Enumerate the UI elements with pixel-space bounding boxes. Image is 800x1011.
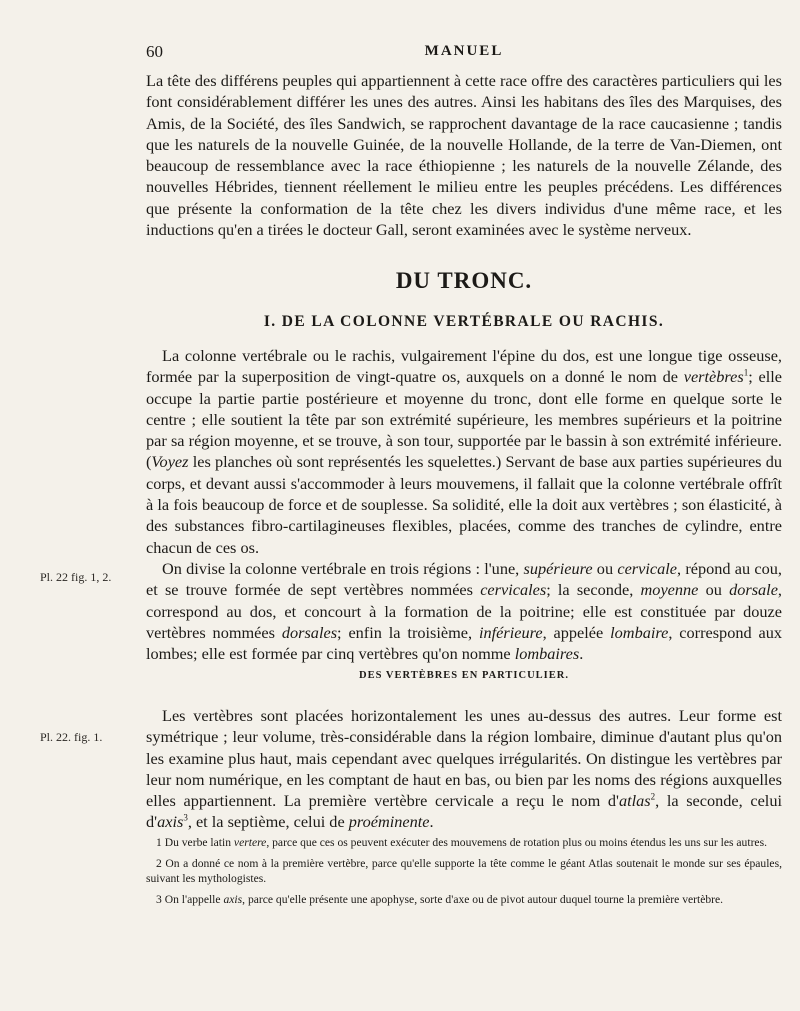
italic-term: cervicales: [480, 580, 547, 600]
text-run: , et la septième, celui de: [187, 812, 349, 832]
intro-paragraph-block: [146, 70, 782, 240]
italic-term: atlas: [618, 791, 651, 811]
italic-term: vertèbres: [683, 367, 744, 387]
footnote-ref: 3: [183, 813, 188, 824]
italic-term: dorsales: [281, 622, 338, 642]
running-head: MANUEL: [424, 43, 504, 59]
italic-term: vertere: [233, 836, 267, 849]
margin-note-plate-ref-2: Pl. 22. fig. 1.: [40, 730, 103, 744]
text-run: , parce que ces os peuvent exécuter des mouvemens de rotation plus ou moins étendus les uns sur les autres.: [266, 836, 767, 849]
text-run: , parce qu'elle présente une apophyse, sorte d'axe ou de pivot autour duquel tourne la première vertèbre.: [242, 892, 724, 906]
colonne-paragraph-2: [146, 558, 782, 664]
text-run: , la seconde, celui d': [146, 791, 782, 832]
text-run: , répond au cou, et se trouve formée de sept vertèbres nommées: [146, 558, 782, 600]
vertebres-text-block: [146, 705, 782, 833]
text-run: 3 On l'appelle: [156, 892, 224, 906]
footnotes: [146, 835, 782, 912]
text-run: ou: [698, 580, 730, 600]
section-subtitle: I. DE LA COLONNE VERTÉBRALE OU RACHIS.: [263, 313, 665, 330]
footnote-3: [146, 892, 782, 908]
italic-term: lombaires: [514, 644, 580, 664]
intro-paragraph: La tête des différens peuples qui appartiennent à cette race offre des caractères particuliers qui les font considérablement différer les unes des autres. Ainsi les habitans des îles des Marquises, des Amis, de la Société, des îles Sandwich, se rapprochent davantage de la race caucasienne ; tandis que les naturels de la nouvelle Guinée, de la nouvelle Hollande, de la terre de Van-Diemen, ont beaucoup de ressemblance avec la race éthiopienne ; les naturels de la nouvelle Zélande, des nouvelles Hébrides, tiennent réellement le milieu entre les peuples précédens. Les différences que présente la conformation de la tête chez les divers individus d'une même race, et les inductions qu'en a tirées le docteur Gall, seront examinées avec le système nerveux.: [146, 71, 782, 240]
italic-term: lombaire: [610, 622, 669, 642]
italic-term: dorsale: [729, 580, 778, 600]
text-run: ; enfin la troisième,: [337, 622, 479, 642]
italic-term: Voyez: [151, 452, 189, 472]
vertebres-paragraph: [146, 705, 782, 833]
text-run: .: [429, 812, 434, 832]
text-run: les planches où sont représentés les squelettes.) Servant de base aux parties supérieures du corps, et devant aussi s'accommoder à leurs mouvemens, il fallait que la colonne vertébrale offrît à la fois beaucoup de force et de souplesse. Sa solidité, elle la doit aux vertèbres ; son élasticité, à des substances fibro-cartilagineuses flexibles, placées, comme des tranches de cylindre, entre chacun de ces os.: [146, 452, 782, 557]
text-run: ou: [592, 558, 618, 578]
margin-note-plate-ref-1: Pl. 22 fig. 1, 2.: [40, 570, 112, 584]
colonne-text-block: [146, 345, 782, 664]
section-title: DU TRONC.: [395, 268, 533, 293]
text-run: .: [579, 644, 584, 664]
italic-term: moyenne: [640, 580, 699, 600]
italic-term: inférieure: [478, 622, 543, 642]
text-run: On divise la colonne vertébrale en trois régions : l'une,: [162, 558, 524, 578]
colonne-paragraph-1: [146, 345, 782, 558]
text-run: , correspond au dos, et concourt à la formation de la poitrine; elle est constituée par douze vertèbres nommées: [146, 580, 782, 642]
italic-term: cervicale: [617, 558, 677, 578]
text-run: , correspond aux lombes; elle est formée par cinq vertèbres qu'on nomme: [146, 622, 783, 664]
footnote-ref: 2: [650, 791, 656, 802]
text-run: 1 Du verbe latin: [156, 836, 234, 849]
text-run: ; la seconde,: [546, 580, 641, 600]
italic-term: supérieure: [523, 558, 593, 578]
page-header: [146, 42, 782, 66]
text-run: Les vertèbres sont placées horizontalement les unes au-dessus des autres. Leur forme est symétrique ; leur volume, très-considérable dans la région lombaire, diminue d'autant plus qu'on les examine plus haut, mais cependant avec quelques irrégularités. On distingue les vertèbres par leur nom numérique, en les comptant de haut en bas, ou bien par les noms des régions auxquelles elles appartiennent. La première vertèbre cervicale a reçu le nom d': [146, 706, 782, 811]
italic-term: axis: [223, 892, 243, 906]
footnote-2: 2 On a donné ce nom à la première vertèbre, parce qu'elle supporte la tête comme le géant Atlas soutenait le monde sur ses épaules, suivant les mythologistes.: [146, 856, 782, 885]
footnote-1: [146, 835, 782, 851]
text-run: ; elle occupe la partie partie postérieure et moyenne du tronc, dont elle forme en quelque sorte le centre ; elle soutient la tête par son extrémité supérieure, les membres supérieurs et la poitrine par sa région moyenne, et se trouve, à son tour, supportée par le bassin à son extrémité inférieure. (: [146, 367, 783, 472]
footnote-ref: 1: [743, 367, 749, 378]
page-number: 60: [146, 42, 163, 61]
italic-term: axis: [157, 812, 184, 832]
subsection-title: DES VERTÈBRES EN PARTICULIER.: [359, 670, 569, 681]
text-run: La colonne vertébrale ou le rachis, vulgairement l'épine du dos, est une longue tige osseuse, formée par la superposition de vingt-quatre os, auxquels on a donné le nom de: [146, 346, 782, 387]
text-run: , appelée: [542, 622, 611, 642]
italic-term: proéminente: [348, 812, 430, 832]
